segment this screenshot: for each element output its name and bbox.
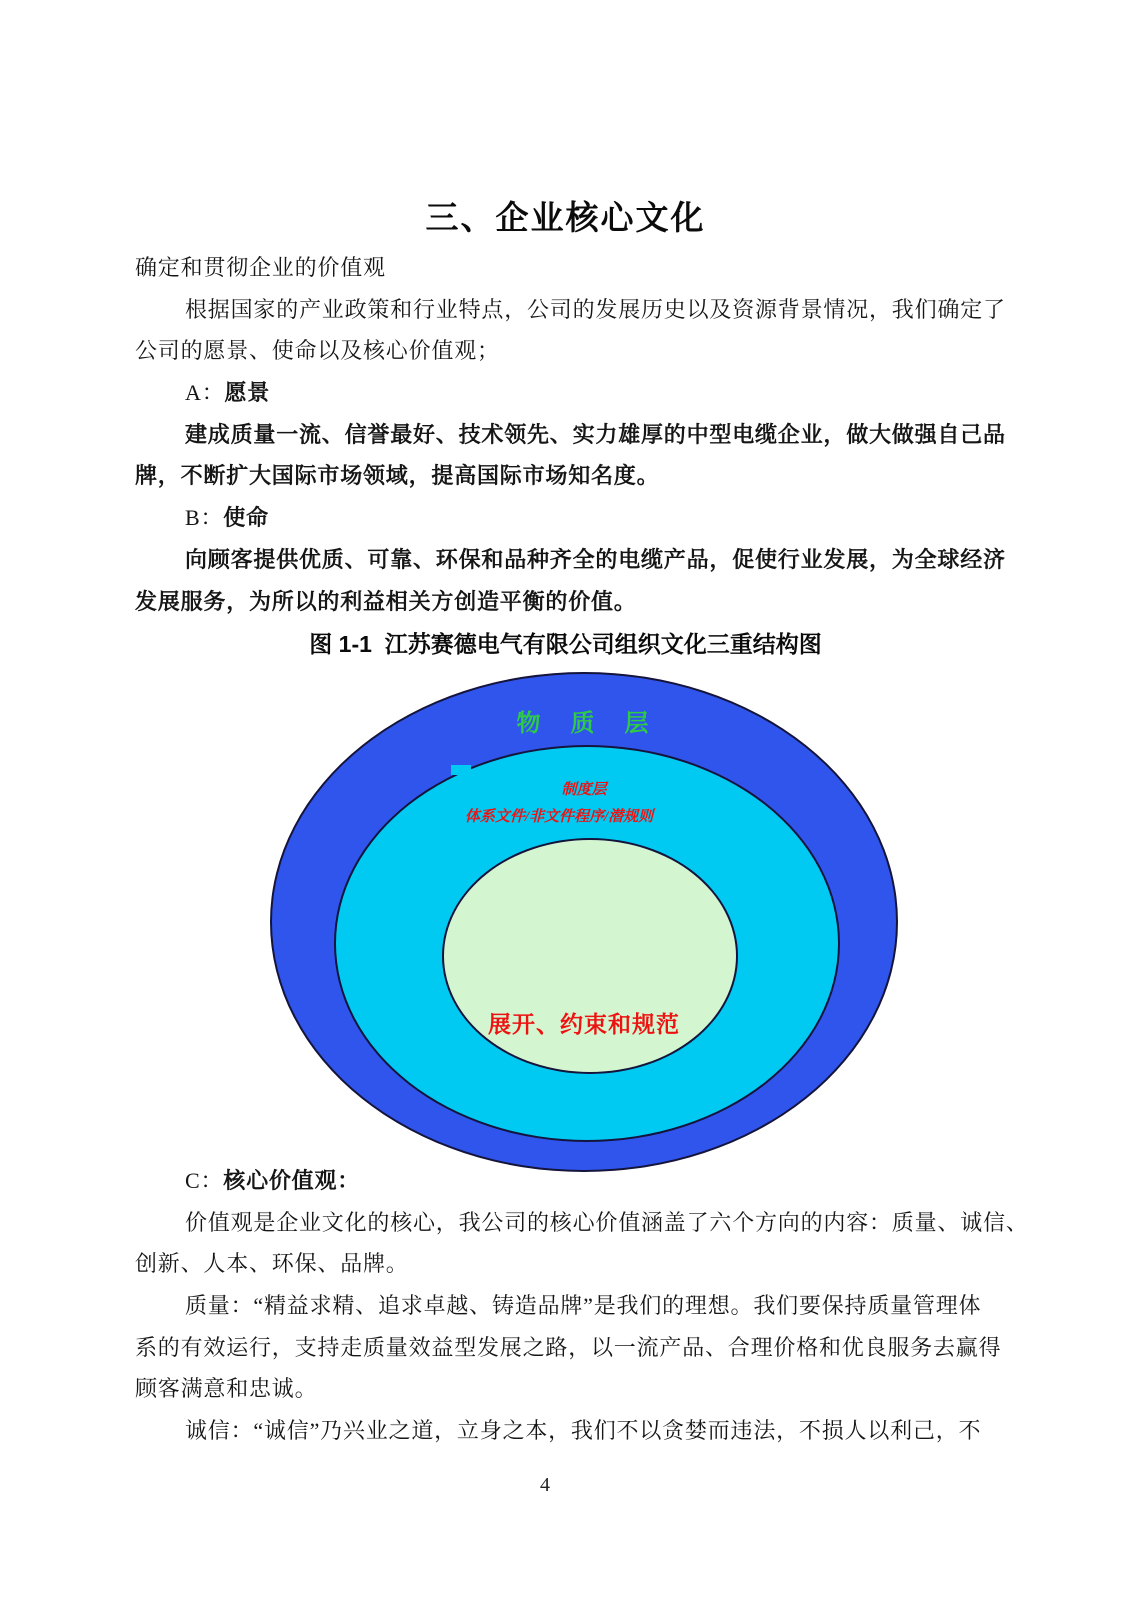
text-line xyxy=(135,1243,1021,1285)
text-segment: 牌，不断扩大国际市场领域，提高国际市场知名度。 xyxy=(135,463,660,489)
core-layer-label: 展开、约束和规范 xyxy=(488,1011,680,1037)
text-line xyxy=(135,247,1021,289)
system-layer-title: 制度层 xyxy=(561,782,607,798)
culture-structure-diagram xyxy=(270,672,898,1172)
material-layer-label: 物 质 层 xyxy=(516,710,652,737)
text-line xyxy=(135,581,1021,623)
text-line xyxy=(135,414,1021,456)
text-segment: 向顾客提供优质、可靠、环保和品种齐全的电缆产品，促使行业发展，为全球经济 xyxy=(185,546,1006,572)
text-segment: 公司的愿景、使命以及核心价值观； xyxy=(135,338,500,364)
text-line xyxy=(135,1327,1021,1369)
text-segment: 根据国家的产业政策和行业特点，公司的发展历史以及资源背景情况，我们确定了 xyxy=(185,296,1006,322)
text-segment: 价值观是企业文化的核心，我公司的核心价值涵盖了六个方向的内容：质量、诚信、 xyxy=(185,1209,1029,1235)
text-line xyxy=(135,1285,1021,1327)
text-segment: 创新、人本、环保、品牌。 xyxy=(135,1251,409,1277)
figure-caption: 图 1-1 江苏赛德电气有限公司组织文化三重结构图 xyxy=(309,631,822,657)
text-segment: 质量：“精益求精、追求卓越、铸造品牌”是我们的理想。我们要保持质量管理体 xyxy=(185,1293,982,1319)
text-line xyxy=(135,1160,1021,1202)
text-segment: 系的有效运行，支持走质量效益型发展之路，以一流产品、合理价格和优良服务去赢得 xyxy=(135,1334,1002,1360)
system-layer-subtitle: 体系文件/非文件程序/潜规则 xyxy=(464,809,654,825)
text-segment: A： xyxy=(185,380,225,406)
text-segment: 顾客满意和忠诚。 xyxy=(135,1376,318,1402)
page-title: 三、企业核心文化 xyxy=(425,199,706,236)
text-segment: B： xyxy=(185,505,224,531)
page-number: 4 xyxy=(540,1474,550,1496)
text-line xyxy=(135,539,1021,581)
text-line xyxy=(135,289,1021,331)
text-segment: 核心价值观： xyxy=(223,1168,361,1193)
text-line xyxy=(135,455,1021,497)
text-line xyxy=(135,1202,1029,1244)
text-segment: C： xyxy=(185,1168,224,1193)
text-line xyxy=(135,330,1021,372)
text-segment: 发展服务，为所以的利益相关方创造平衡的价值。 xyxy=(135,588,637,614)
body-text-block-bottom xyxy=(135,1160,1029,1452)
text-segment: 愿景 xyxy=(224,380,271,406)
text-segment: 确定和贯彻企业的价值观 xyxy=(135,255,386,280)
text-line xyxy=(135,1368,1021,1410)
text-segment: 诚信：“诚信”乃兴业之道，立身之本，我们不以贪婪而违法，不损人以利己，不 xyxy=(185,1418,982,1444)
text-line xyxy=(135,372,1021,414)
text-segment: 建成质量一流、信誉最好、技术领先、实力雄厚的中型电缆企业，做大做强自己品 xyxy=(185,421,1006,447)
text-segment: 使命 xyxy=(223,505,269,531)
text-line xyxy=(135,1410,1021,1452)
edge-notch-artifact xyxy=(451,765,471,775)
body-text-block-top xyxy=(135,247,1021,622)
text-line xyxy=(135,497,1021,539)
